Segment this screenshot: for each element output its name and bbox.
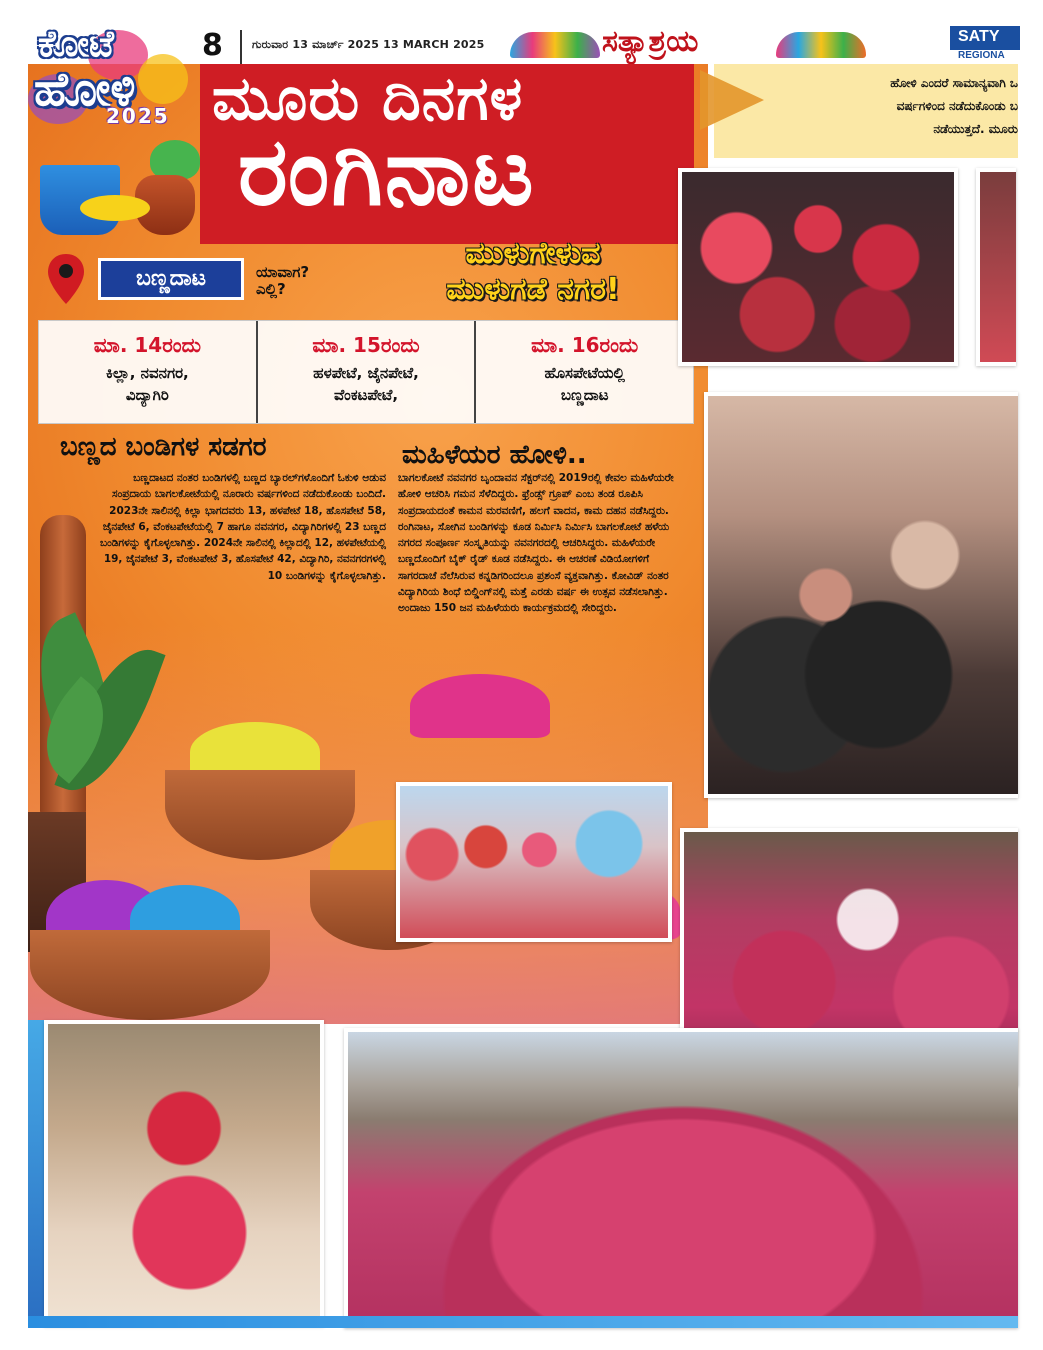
article-2-body: ಬಾಗಲಕೋಟೆ ನವನಗರ ಬೃಂದಾವನ ಸೆಕ್ಟರ್‌ನಲ್ಲಿ 2019ರಲ್ಲಿ ಕೇವಲ ಮಹಿಳೆಯರೇ ಹೋಳಿ ಆಚರಿಸಿ ಗಮನ ಸೆಳೆದಿದ್ದರು. ಫ್ರೆಂಡ್ಸ್ ಗ್ರೂಪ್ ಎಂಬ ತಂಡ ರೂಪಿಸಿ ಸಂಪ್ರದಾಯದಂತೆ ಕಾಮನ ಮರವಣಿಗೆ, ಹಲಗೆ ವಾದನ, ಕಾಮ ದಹನ ನಡೆಸಿದ್ದರು. ರಂಗಿನಾಟ, ಸೋಗಿನ ಬಂಡಿಗಳನ್ನು ಕೂಡ ನಿರ್ಮಿಸಿ ನಿರ್ಮಿಸಿ ಬಾಗಲಕೋಟೆ ಹಳೆಯ ನಗರದ ಸಂಪೂರ್ಣ ಸಂಸ್ಕೃತಿಯನ್ನು ನವನಗರದಲ್ಲಿ ಆಚರಿಸಿದ್ದರು. ಮಹಿಳೆಯರೇ ಬಣ್ಣದೊಂದಿಗೆ ಬೈಕ್ ರೈಡ್ ಕೂಡ ನಡೆಸಿದ್ದರು. ಈ ಆಚರಣೆ ವಿಡಿಯೋಗಳಿಗೆ ಸಾಗರದಾಚೆ ನೆಲೆಸಿರುವ ಕನ್ನಡಿಗರಿಂದಲೂ ಪ್ರಶಂಸೆ ವ್ಯಕ್ತವಾಗಿತ್ತು. ಕೋವಿಡ್ ನಂತರ ವಿದ್ಯಾಗಿರಿಯ ಶಿಂಧೆ ಬಿಲ್ಡಿಂಗ್‌ನಲ್ಲಿ ಮತ್ತೆ ಎರಡು ವರ್ಷ ಈ ಉತ್ಸವ ನಡೆಸಲಾಗಿತ್ತು. ಅಂದಾಜು 150 ಜನ ಮಹಿಳೆಯರು ಕಾರ್ಯಕ್ರಮದಲ್ಲಿ ಸೇರಿದ್ದರು.	[398, 472, 674, 615]
schedule-day	[39, 321, 258, 423]
teaser-line: ಹೋಳಿ ಎಂದರೆ ಸಾಮಾನ್ಯವಾಗಿ ಒ	[890, 76, 1018, 90]
article-1-heading: ಬಣ್ಣದ ಬಂಡಿಗಳ ಸಡಗರ	[60, 432, 267, 462]
article-1-body: ಬಣ್ಣದಾಟದ ನಂತರ ಬಂಡಿಗಳಲ್ಲಿ ಬಣ್ಣದ ಬ್ಯಾರಲ್‌ಗಳೊಂದಿಗೆ ಓಕುಳಿ ಆಡುವ ಸಂಪ್ರದಾಯ ಬಾಗಲಕೋಟೆಯಲ್ಲಿ ನೂರಾರು ವರ್ಷಗಳಿಂದ ನಡೆದುಕೊಂಡು ಬಂದಿದೆ. 2023ನೇ ಸಾಲಿನಲ್ಲಿ ಕಿಲ್ಲಾ ಭಾಗದವರು 13, ಹಳಪೇಟೆ 18, ಹೊಸಪೇಟೆ 58, ಜೈನಪೇಟೆ 6, ವೆಂಕಟಪೇಟೆಯಲ್ಲಿ 7 ಹಾಗೂ ನವನಗರ, ವಿದ್ಯಾಗಿರಿಗಳಲ್ಲಿ 23 ಬಣ್ಣದ ಬಂಡಿಗಳನ್ನು ಕೈಗೊಳ್ಳಲಾಗಿತ್ತು. 2024ನೇ ಸಾಲಿನಲ್ಲಿ ಕಿಲ್ಲಾದಲ್ಲಿ 12, ಹಳಪೇಟೆಯಲ್ಲಿ 19, ಜೈನಪೇಟೆ 3, ವೆಂಕಟಪೇಟೆ 3, ಹೊಸಪೇಟೆ 42, ವಿದ್ಯಾಗಿರಿ, ನವನಗರಗಳಲ್ಲಿ 10 ಬಂಡಿಗಳನ್ನು ಕೈಗೊಳ್ಳಲಾಗಿತ್ತು.	[100, 472, 386, 582]
subheadline-line-2: ಮುಳುಗಡೆ ನಗರ!	[446, 272, 620, 307]
teaser-line: ವರ್ಷಗಳಿಂದ ನಡೆದುಕೊಂಡು ಬ	[896, 98, 1018, 113]
teaser-line: ನಡೆಯುತ್ತದೆ. ಮೂರು	[933, 121, 1018, 136]
logo-line-1: ಕೋಟೆ	[38, 24, 114, 65]
where-label: ಎಲ್ಲಿ?	[256, 279, 286, 298]
decorative-blue-band	[28, 1020, 44, 1320]
masthead-divider	[240, 30, 242, 64]
photo-side-crop	[976, 168, 1016, 366]
yellow-powder-icon	[80, 195, 150, 221]
teaser-text	[760, 72, 1018, 140]
schedule-places: ಹೊಸಪೇಟೆಯಲ್ಲಿ	[544, 364, 625, 382]
sister-brand-sub: REGIONA	[958, 50, 1005, 61]
colour-bowl-icon	[510, 32, 600, 58]
splash-yellow	[138, 54, 188, 104]
schedule-places: ಹಳಪೇಟೆ, ಜೈನಪೇಟೆ,	[313, 364, 419, 382]
schedule-places: ವೆಂಕಟಪೇಟೆ,	[333, 385, 399, 404]
subheadline	[368, 236, 698, 308]
location-pin-icon	[46, 252, 86, 306]
schedule-box	[38, 320, 694, 424]
subheadline-line-1: ಮುಳುಗೇಳುವ	[465, 236, 601, 271]
colour-bowl-icon	[776, 32, 866, 58]
schedule-places: ಕಿಲ್ಲಾ, ನವನಗರ,	[105, 364, 189, 382]
paper-name: ಸತ್ಯಾಶ್ರಯ	[602, 24, 699, 59]
when-label: ಯಾವಾಗ?	[256, 263, 310, 281]
logo-line-2: ಹೋಳಿ	[34, 62, 136, 116]
photo-street-crowd	[344, 1028, 1018, 1328]
schedule-places: ಬಣ್ಣದಾಟ	[560, 385, 609, 404]
sister-brand: SATY	[950, 26, 1020, 50]
logo-year: 2025	[106, 104, 170, 128]
headline-line-2: ರಂಗಿನಾಟ	[238, 118, 536, 227]
photo-women-group	[396, 782, 672, 942]
schedule-day	[258, 321, 477, 423]
headline-line-1: ಮೂರು ದಿನಗಳ	[212, 64, 524, 134]
photo-child-splashed	[44, 1020, 324, 1326]
schedule-date: ಮಾ. 14ರಂದು	[93, 333, 201, 357]
schedule-date: ಮಾ. 15ರಂದು	[312, 333, 420, 357]
photo-children-celebrating	[678, 168, 958, 366]
green-powder-icon	[150, 140, 200, 180]
dateline: ಗುರುವಾರ 13 ಮಾರ್ಚ್ 2025 13 MARCH 2025	[252, 38, 485, 51]
pink-powder-mound	[410, 674, 550, 738]
schedule-day	[476, 321, 693, 423]
when-where-label	[256, 264, 366, 297]
photo-women-dancing	[704, 392, 1018, 798]
article-2-heading: ಮಹಿಳೆಯರ ಹೋಳಿ..	[402, 440, 587, 470]
schedule-date: ಮಾ. 16ರಂದು	[531, 333, 639, 357]
event-logo	[28, 24, 198, 134]
footer-strip	[28, 1316, 1018, 1328]
bannadata-tag: ಬಣ್ಣದಾಟ	[98, 258, 244, 300]
page-number: 8	[202, 28, 223, 63]
schedule-places: ವಿದ್ಯಾಗಿರಿ	[125, 385, 169, 404]
